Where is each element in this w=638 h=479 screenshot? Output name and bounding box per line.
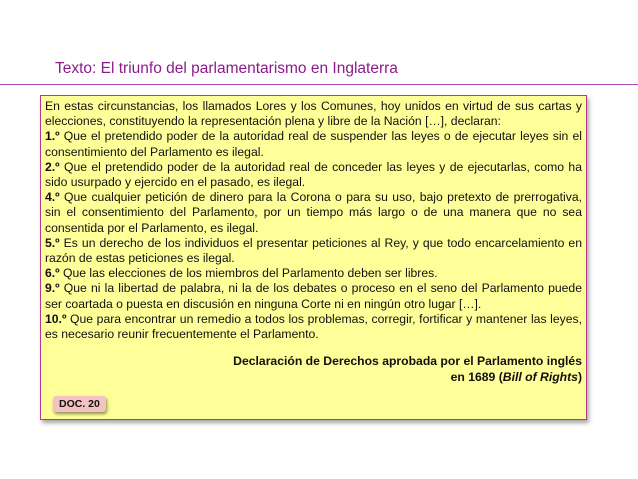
list-item bbox=[45, 236, 582, 266]
document-text bbox=[45, 99, 582, 342]
item-number: 9.º bbox=[45, 281, 60, 296]
document-source bbox=[45, 354, 582, 385]
item-text: Que el pretendido poder de la autoridad real de suspender las leyes o de ejecutar leyes sin el consentimiento del Parlamento es ilegal. bbox=[45, 129, 582, 159]
item-number: 4.º bbox=[45, 190, 60, 205]
item-number: 6.º bbox=[45, 266, 60, 281]
source-year: en 1689 ( bbox=[450, 369, 503, 384]
document-box bbox=[40, 95, 587, 420]
source-title-italic: Bill of Rights bbox=[502, 369, 578, 384]
item-text: Que cualquier petición de dinero para la Corona o para su uso, bajo pretexto de prerrogativa, sin el consentimiento del Parlamento, por un tiempo más largo o de una manera que no sea consentida por el Parlamento, es ilegal. bbox=[45, 190, 582, 235]
list-item bbox=[45, 190, 582, 236]
item-text: Que ni la libertad de palabra, ni la de los debates o proceso en el seno del Parlamento puede ser coartada o puesta en discusión en ninguna Corte ni en ningún otro lugar […]. bbox=[45, 281, 582, 311]
source-line-1: Declaración de Derechos aprobada por el Parlamento inglés bbox=[233, 354, 582, 369]
item-text: Que las elecciones de los miembros del Parlamento deben ser libres. bbox=[59, 266, 438, 281]
item-number: 2.º bbox=[45, 159, 60, 174]
item-text: Que el pretendido poder de la autoridad real de conceder las leyes y de ejecutarlas, como ha sido usurpado y ejercido en el pasado, es ilegal. bbox=[45, 159, 582, 190]
list-item bbox=[45, 160, 582, 190]
list-item bbox=[45, 312, 582, 342]
item-number: 10.º bbox=[45, 311, 67, 326]
item-number: 5.º bbox=[45, 235, 60, 250]
list-item bbox=[45, 129, 582, 159]
list-item bbox=[45, 281, 582, 311]
document-intro: En estas circunstancias, los llamados Lores y los Comunes, hoy unidos en virtud de sus cartas y elecciones, constituyendo la representación plena y libre de la Nación […], declaran: bbox=[45, 99, 582, 129]
source-line-2 bbox=[45, 370, 582, 386]
list-item bbox=[45, 266, 582, 281]
item-number: 1.º bbox=[45, 129, 60, 144]
title-divider bbox=[0, 84, 638, 85]
item-text: Es un derecho de los individuos el presentar peticiones al Rey, y que todo encarcelamiento en razón de estas peticiones es ilegal. bbox=[45, 235, 582, 266]
source-closing: ) bbox=[577, 369, 582, 384]
item-text: Que para encontrar un remedio a todos los problemas, corregir, fortificar y mantener las leyes, es necesario reunir frecuentemente el Parlamento. bbox=[45, 311, 582, 342]
doc-label-badge: DOC. 20 bbox=[53, 396, 106, 412]
page-title: Texto: El triunfo del parlamentarismo en Inglaterra bbox=[55, 60, 398, 77]
